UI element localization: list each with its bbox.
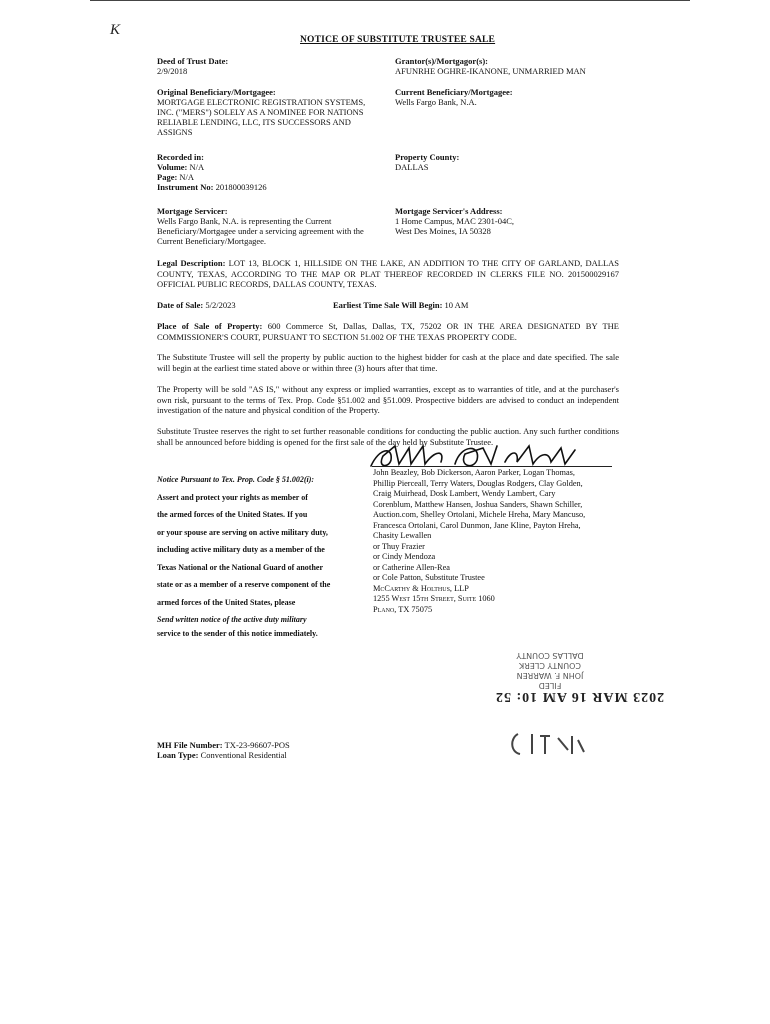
trustee-line: Chasity Lewallen [373, 531, 432, 540]
original-beneficiary-value: MORTGAGE ELECTRONIC REGISTRATION SYSTEMS, INC. ("MERS") SOLELY AS A NOMINEE FOR NATIONS RELIABLE LENDING, LLC, ITS SUCCESSORS AND ASSIGNS [157, 97, 366, 137]
file-number-value: TX-23-96607-POS [224, 740, 290, 750]
property-county-block [395, 152, 635, 172]
trustee-line: John Beazley, Bob Dickerson, Aaron Parker, Logan Thomas, [373, 468, 575, 477]
stamp-line: FILED [538, 681, 562, 690]
sell-paragraph: The Substitute Trustee will sell the property by public auction to the highest bidder for cash at the place and date specified. The sale will begin at the earliest time stated above or within three (3) hours after that time. [157, 352, 619, 373]
filing-stamp-date: 2023 MAR 16 AM 10: 52 [495, 689, 665, 704]
page-value: N/A [179, 172, 195, 182]
servicer-address-label: Mortgage Servicer's Address: [395, 206, 503, 216]
original-beneficiary-label: Original Beneficiary/Mortgagee: [157, 87, 276, 97]
military-notice-line: Assert and protect your rights as member of [157, 492, 308, 502]
legal-description-value: LOT 13, BLOCK 1, HILLSIDE ON THE LAKE, AN ADDITION TO THE CITY OF GARLAND, DALLAS COUNTY, TEXAS, ACCORDING TO THE MAP OR PLAT THEREOF RECORDED IN CLERKS FILE NO. 201500029167 OFFICIAL PUBLIC RECORDS, DALLAS COUNTY, TEXAS. [157, 258, 619, 289]
trustee-line: Francesca Ortolani, Carol Dunmon, Jane Kline, Payton Hreha, [373, 520, 581, 530]
servicer-address-line2: West Des Moines, IA 50328 [395, 226, 491, 236]
military-notice-heading: Notice Pursuant to Tex. Prop. Code § 51.002(i): [157, 475, 315, 484]
mortgage-servicer-block [157, 206, 382, 246]
military-notice-line: including active military duty as a member of the [157, 545, 325, 554]
trustee-line: Phillip Pierceall, Terry Waters, Douglas Rodgers, Clay Golden, [373, 478, 583, 488]
grantor-value: AFUNRHE OGHRE-IKANONE, UNMARRIED MAN [395, 66, 586, 76]
law-firm-address2: Plano, TX 75075 [373, 604, 433, 614]
law-firm-name: McCarthy & Holthus, LLP [373, 583, 469, 593]
current-beneficiary-value: Wells Fargo Bank, N.A. [395, 97, 477, 107]
stamp-line: JOHN F. WARREN [516, 671, 584, 680]
filing-stamp [480, 630, 620, 690]
file-number-label: MH File Number: [157, 740, 223, 750]
original-beneficiary-block [157, 87, 382, 137]
mortgage-servicer-value: Wells Fargo Bank, N.A. is representing the Current Beneficiary/Mortgagee under a servicing agreement with the Current Beneficiary/Mortgagee. [157, 216, 364, 246]
military-notice-last-line: service to the sender of this notice immediately. [157, 629, 318, 638]
earliest-time-value: 10 AM [444, 300, 469, 310]
page-label: Page: [157, 172, 178, 182]
place-of-sale-value: 600 Commerce St, Dallas, Dallas, TX, 75202 OR IN THE AREA DESIGNATED BY THE COMMISSIONER'S COURT, PURSUANT TO SECTION 51.002 OF THE TEXAS PROPERTY CODE. [157, 321, 619, 342]
mortgage-servicer-label: Mortgage Servicer: [157, 206, 228, 216]
place-of-sale [157, 321, 619, 342]
stamp-line: COUNTY CLERK [519, 661, 581, 670]
substitute-trustees [373, 468, 623, 615]
servicer-address-block [395, 206, 635, 236]
loan-type [157, 750, 287, 760]
recorded-block [157, 152, 382, 192]
instrument-value: 201800039126 [215, 182, 267, 192]
trustee-line: Craig Muirhead, Dosk Lambert, Wendy Lambert, Cary [373, 489, 556, 498]
trustee-line: or Cole Patton, Substitute Trustee [373, 573, 485, 582]
military-notice-line: or your spouse are serving on active military duty, [157, 527, 328, 537]
file-number [157, 740, 290, 750]
property-county-label: Property County: [395, 152, 460, 162]
earliest-time [333, 300, 468, 310]
current-beneficiary-block [395, 87, 635, 107]
trustee-line: Corenblum, Matthew Hansen, Joshua Sanders, Shawn Schiller, [373, 499, 583, 509]
trustee-line: or Cindy Mendoza [373, 552, 436, 561]
trustee-line: Auction.com, Shelley Ortolani, Michele Hreha, Mary Mancuso, [373, 510, 586, 519]
volume-label: Volume: [157, 162, 188, 172]
current-beneficiary-label: Current Beneficiary/Mortgagee: [395, 87, 513, 97]
as-is-paragraph: The Property will be sold "AS IS," without any express or implied warranties, except as to warranties of title, and at the purchaser's own risk, pursuant to the terms of Tex. Prop. Code §51.002 and §51.009. Prospective bidders are advised to conduct an independent investigation of the nature and physical condition of the Property. [157, 384, 619, 415]
military-notice-line: Texas National or the National Guard of another [157, 562, 324, 572]
volume-value: N/A [189, 162, 205, 172]
trustee-line: or Thuy Frazier [373, 541, 425, 551]
legal-description-label: Legal Description: [157, 258, 226, 268]
grantor-block [395, 56, 635, 76]
stamp-line: DALLAS COUNTY [516, 651, 584, 660]
loan-type-label: Loan Type: [157, 750, 199, 760]
trustee-line: or Catherine Allen-Rea [373, 562, 450, 572]
military-notice-line: armed forces of the United States, please [157, 597, 296, 607]
date-of-sale [157, 300, 236, 310]
notice-title: NOTICE OF SUBSTITUTE TRUSTEE SALE [300, 35, 496, 45]
property-county-value: DALLAS [395, 162, 429, 172]
corner-handwritten-mark: K [110, 22, 121, 38]
servicer-address-line1: 1 Home Campus, MAC 2301-04C, [395, 216, 514, 226]
place-of-sale-label: Place of Sale of Property: [157, 321, 263, 331]
military-notice [157, 471, 352, 629]
recorded-label: Recorded in: [157, 152, 204, 162]
grantor-label: Grantor(s)/Mortgagor(s): [395, 56, 488, 66]
earliest-time-label: Earliest Time Sale Will Begin: [333, 300, 443, 310]
military-notice-line: the armed forces of the United States. If you [157, 510, 308, 519]
top-rule [90, 0, 690, 1]
military-notice-line: state or as a member of a reserve component of the [157, 580, 331, 589]
military-notice-line: Send written notice of the active duty military [157, 615, 307, 624]
signature-line [372, 466, 612, 467]
instrument-label: Instrument No: [157, 182, 214, 192]
stamp-mark-icon [510, 730, 590, 758]
deed-of-trust-value: 2/9/2018 [157, 66, 188, 76]
deed-of-trust-label: Deed of Trust Date: [157, 56, 229, 66]
date-of-sale-label: Date of Sale: [157, 300, 204, 310]
law-firm-address1: 1255 West 15th Street, Suite 1060 [373, 594, 495, 603]
reserves-paragraph: Substitute Trustee reserves the right to set further reasonable conditions for conducting the public auction. Any such further conditions shall be announced before bidding is opened for the first sale of the day held by Substitute Trustee. [157, 426, 619, 447]
loan-type-value: Conventional Residential [200, 750, 287, 760]
legal-description [157, 258, 619, 290]
date-of-sale-value: 5/2/2023 [205, 300, 236, 310]
deed-of-trust-block [157, 56, 377, 76]
